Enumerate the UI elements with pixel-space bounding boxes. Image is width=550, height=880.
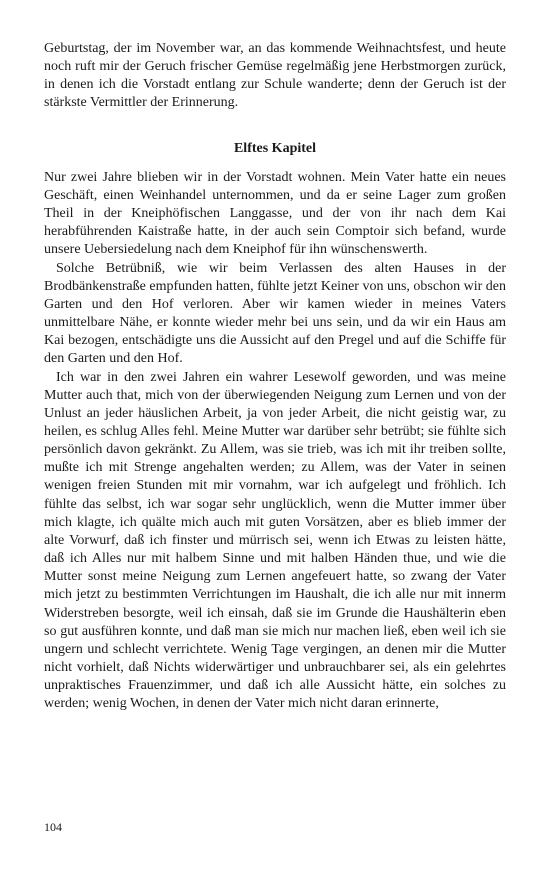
chapter-heading: Elftes Kapitel — [233, 140, 317, 156]
paragraph-continuation: Geburtstag, der im November war, an das kommende Weihnachtsfest, und heute noch ruft mir der Geruch frischer Gemüse regelmäßig jene Herbstmorgen zurück, in denen ich die Vorstadt entlang zur Schule wanderte; denn der Geruch ist der stärkste Vermittler der Erinnerung. — [44, 41, 506, 111]
paragraph: Nur zwei Jahre blieben wir in der Vorstadt wohnen. Mein Vater hatte ein neues Geschäft, einen Weinhandel unternommen, und da er seine Lager zum großen Theil in der Kneiphöfischen Langgasse, und der von ihr nach dem Kai herabführenden Kaistraße hatte, in der auch sein Comptoir sich befand, wurde unsere Uebersiedelung nach dem Kneiphof für ihn wünschenswerth. — [44, 169, 506, 258]
page-number: 104 — [44, 820, 62, 834]
paragraph: Solche Betrübniß, wie wir beim Verlassen des alten Hauses in der Brodbänkenstraße empfunden hatten, fühlte jetzt Keiner von uns, obschon wir den Garten und den Hof verloren. Aber wir kamen wieder in meines Vaters unmittelbare Nähe, er konnte wieder mehr bei uns sein, und da wir ein Haus am Kai bezogen, entschädigte uns die Aussicht auf den Pregel und auf die Schiffe für den Garten und den Hof. — [44, 260, 506, 367]
paragraph: Ich war in den zwei Jahren ein wahrer Lesewolf geworden, und was meine Mutter auch that, mich von der überwiegenden Neigung zum Lernen und von der Unlust an jeder häuslichen Arbeit, ja von jeder Arbeit, die nicht geistig war, zu heilen, es schlug Alles fehl. Meine Mutter war darüber sehr betrübt; sie fühlte sich persönlich davon gekränkt. Zu Allem, was sie trieb, was ich mit ihr treiben sollte, mußte ich mit Strenge angehalten werden; zu Allem, was der Vater in seinen wenigen freien Stunden mit mir vornahm, war ich aufgelegt und fröhlich. Ich fühlte das selbst, ich war sogar sehr unglücklich, wenn die Mutter immer über mich klagte, ich quälte mich auch mit guten Vorsätzen, aber es blieb immer der alte Vorwurf, daß ich finster und mürrisch sei, wenn ich Etwas zu leisten hätte, daß ich Alles nur mit halbem Sinne und mit halben Händen thue, und wie die Mutter sonst meine Neigung zum Lernen angefeuert hatte, so zwang der Vater mich jetzt zu bestimmten Verrichtungen im Haushalt, die ich alle nur mit innerm Widerstreben besorgte, weil ich einsah, daß sie im Grunde die Haushälterin eben so gut ausführen konnte, und daß man sie mich nur machen ließ, eben weil ich sie ungern und schlecht verrichtete. Wenig Tage vergingen, an denen mir die Mutter nicht vorhielt, daß Nichts widerwärtiger und unbrauchbarer sei, als ein gelehrtes unpraktisches Frauenzimmer, und daß ich alle Aussicht hätte, ein solches zu werden; wenig Wochen, in denen der Vater mich nicht daran erinnerte, — [44, 369, 506, 712]
book-page — [44, 40, 506, 713]
